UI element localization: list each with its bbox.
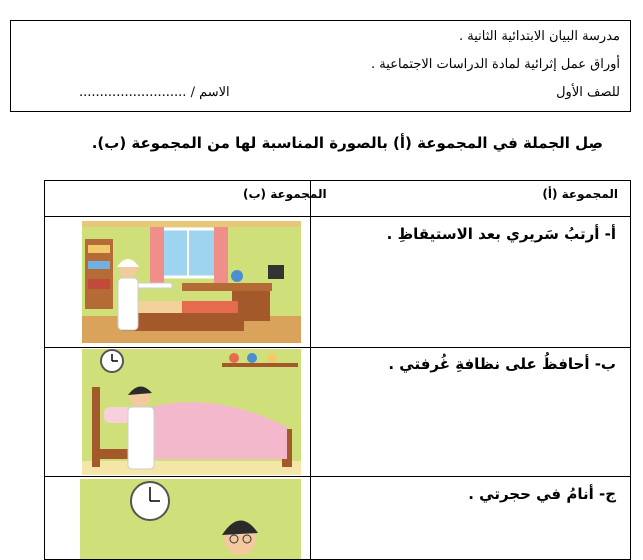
row-divider <box>45 476 630 477</box>
school-name: مدرسة البيان الابتدائية الثانية . <box>459 29 620 44</box>
instruction: صِل الجملة في المجموعة (أ) بالصورة المناسبة لها من المجموعة (ب). <box>91 134 603 152</box>
picture-boy-making-bed[interactable] <box>82 221 301 343</box>
header-row-divider <box>45 216 630 217</box>
sentence-b: ب- أحافظُ على نظافةِ غُرفتي . <box>388 355 616 373</box>
sentence-a: أ- أرتبُ سَريري بعد الاستيقاظِ . <box>386 225 616 243</box>
matching-table <box>44 180 631 560</box>
column-header-a: المجموعة (أ) <box>542 187 618 201</box>
worksheet-title: أوراق عمل إثرائية لمادة الدراسات الاجتماعية . <box>371 57 620 72</box>
sentence-c: ج- أنامُ في حجرتي . <box>468 485 616 503</box>
column-header-b: المجموعة (ب) <box>243 187 327 201</box>
column-divider <box>310 181 311 559</box>
row-divider <box>45 347 630 348</box>
header-box <box>10 20 631 112</box>
picture-boy-in-room[interactable] <box>80 479 301 559</box>
grade-label: للصف الأول <box>556 85 620 100</box>
picture-boy-with-blanket[interactable] <box>82 349 301 475</box>
name-field-label: الاسم / .......................... <box>79 85 230 100</box>
